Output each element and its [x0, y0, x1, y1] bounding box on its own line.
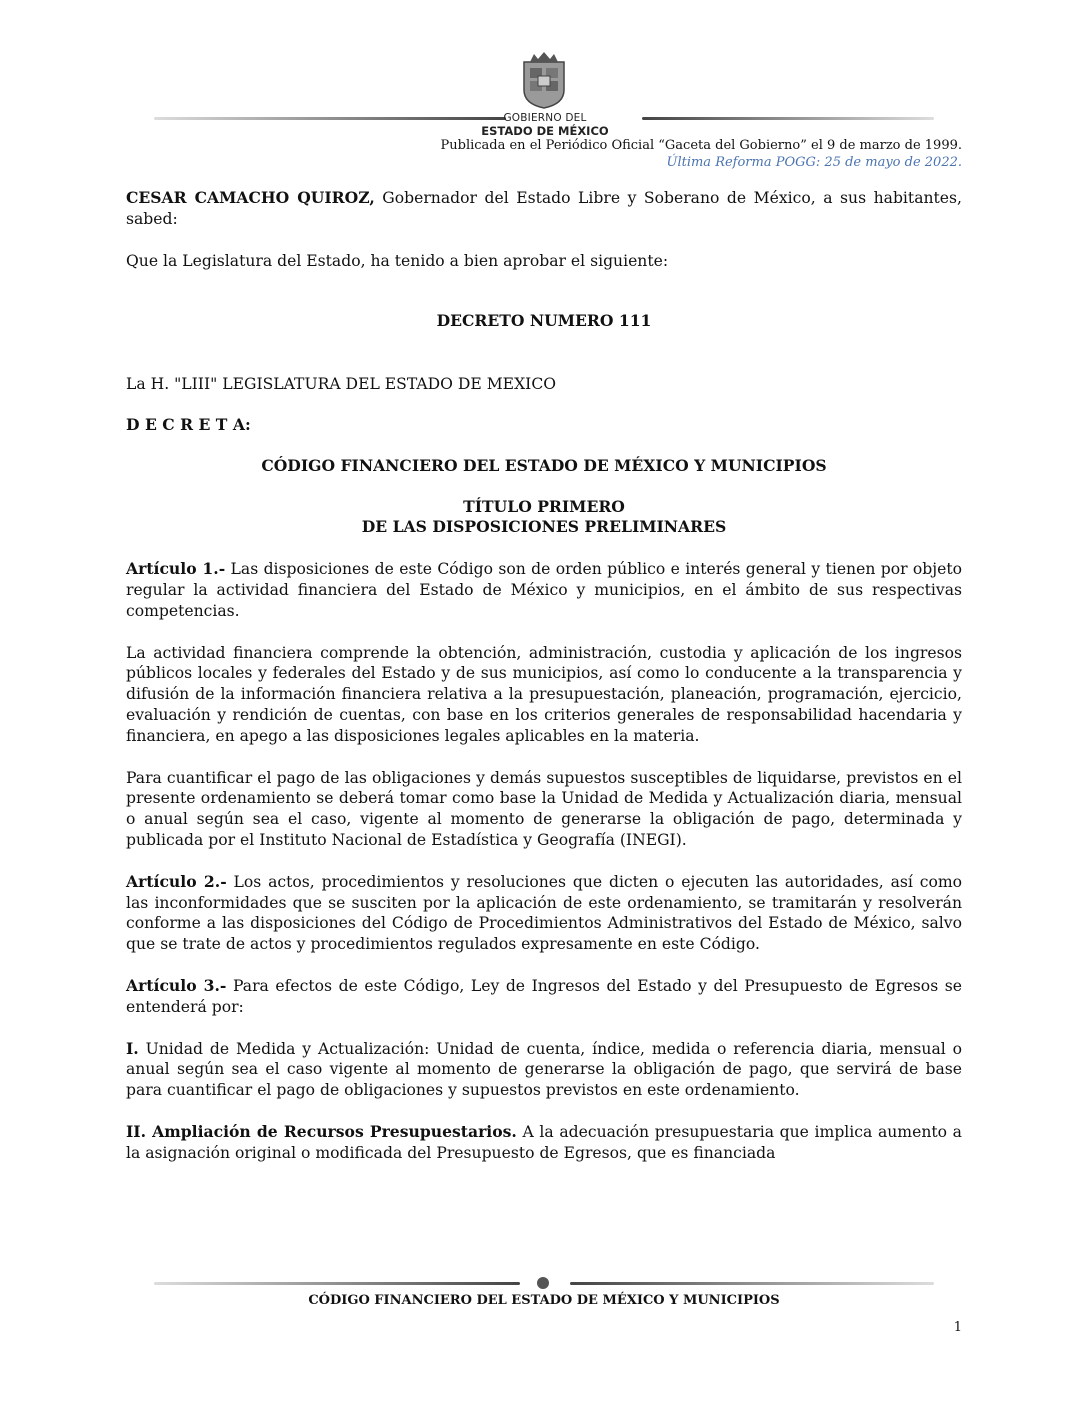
article-3	[126, 976, 962, 1018]
article-2-label: Artículo 2.-	[126, 871, 227, 891]
publication-note: Publicada en el Periódico Oficial “Gaceta del Gobierno” el 9 de marzo de 1999.	[440, 138, 962, 153]
footer-title: CÓDIGO FINANCIERO DEL ESTADO DE MÉXICO Y MUNICIPIOS	[308, 1293, 780, 1308]
legislature-heading: La H. "LIII" LEGISLATURA DEL ESTADO DE MEXICO	[126, 375, 557, 394]
government-name-line1: GOBIERNO DEL	[503, 112, 587, 124]
page-number: 1	[953, 1320, 962, 1335]
article-1-label: Artículo 1.-	[126, 559, 226, 579]
governor-text: Gobernador del Estado Libre y Soberano de México, a sus habitantes, sabed:	[126, 189, 962, 228]
footer-rule-left	[154, 1282, 520, 1285]
code-title: CÓDIGO FINANCIERO DEL ESTADO DE MÉXICO Y MUNICIPIOS	[261, 455, 827, 475]
footer-rule-right	[570, 1282, 934, 1285]
article-1	[126, 559, 962, 621]
article-2	[126, 872, 962, 955]
legislature-approval: Que la Legislatura del Estado, ha tenido a bien aprobar el siguiente:	[126, 251, 669, 270]
article-1-paragraph-2: La actividad financiera comprende la obtención, administración, custodia y aplicación de los ingresos públicos locales y federales del Estado y de sus municipios, así como lo conducente a la transparencia y difusión de la información financiera relativa a la presupuestación, planeación, programación, ejercicio, evaluación y rendición de cuentas, con base en los criterios generales de responsabilidad hacendaria y financiera, en apego a las disposiciones legales aplicables en la materia.	[126, 643, 962, 745]
article-2-text: Los actos, procedimientos y resoluciones que dicten o ejecuten las autoridades, así como las inconformidades que se susciten por la aplicación de este ordenamiento, se tramitarán y resolverán conforme a las disposiciones del Código de Procedimientos Administrativos del Estado de México, salvo que se trate de actos y procedimientos regulados expresamente en este Código.	[126, 872, 963, 954]
government-name-line2: ESTADO DE MÉXICO	[481, 124, 609, 138]
footer-dot-icon	[537, 1277, 549, 1289]
fraction-I-label: I.	[126, 1038, 139, 1058]
title-subheading: DE LAS DISPOSICIONES PRELIMINARES	[361, 517, 727, 537]
title-first: TÍTULO PRIMERO	[463, 496, 625, 516]
article-1-text: Las disposiciones de este Código son de orden público e interés general y tienen por objeto regular la actividad financiera del Estado de México y municipios, en el ámbito de sus respectivas competencias.	[126, 560, 962, 620]
state-seal-icon	[516, 50, 572, 110]
header-rule-left	[154, 117, 506, 120]
fraction-I-text: Unidad de Medida y Actualización: Unidad de cuenta, índice, medida o referencia diaria, mensual o anual según sea el caso vigente al momento de generarse la obligación de pago, que servirá de base para cuantificar el pago de obligaciones y supuestos previstos en este ordenamiento.	[126, 1039, 962, 1100]
governor-name: CESAR CAMACHO QUIROZ,	[126, 188, 375, 207]
article-3-text: Para efectos de este Código, Ley de Ingresos del Estado y del Presupuesto de Egresos se entenderá por:	[126, 976, 962, 1016]
fraction-II-text: A la adecuación presupuestaria que implica aumento a la asignación original o modificada del Presupuesto de Egresos, que es financiada	[126, 1122, 962, 1162]
article-1-paragraph-3: Para cuantificar el pago de las obligaciones y demás supuestos susceptibles de liquidarse, previstos en el presente ordenamiento se deberá tomar como base la Unidad de Medida y Actualización diaria, mensual o anual según sea el caso, vigente al momento de generarse la obligación de pago, determinada y publicada por el Instituto Nacional de Estadística y Geografía (INEGI).	[126, 768, 962, 849]
fraction-II	[126, 1122, 962, 1164]
governor-paragraph	[126, 188, 962, 230]
header-rule-right	[642, 117, 934, 120]
fraction-I	[126, 1039, 962, 1101]
decreta-heading: D E C R E T A:	[126, 414, 251, 434]
decree-number: DECRETO NUMERO 111	[436, 311, 652, 331]
article-3-label: Artículo 3.-	[126, 975, 227, 995]
document-body	[126, 188, 962, 1164]
fraction-II-label: II. Ampliación de Recursos Presupuestarios.	[126, 1121, 517, 1141]
last-reform-note: Última Reforma POGG: 25 de mayo de 2022.	[666, 155, 962, 170]
